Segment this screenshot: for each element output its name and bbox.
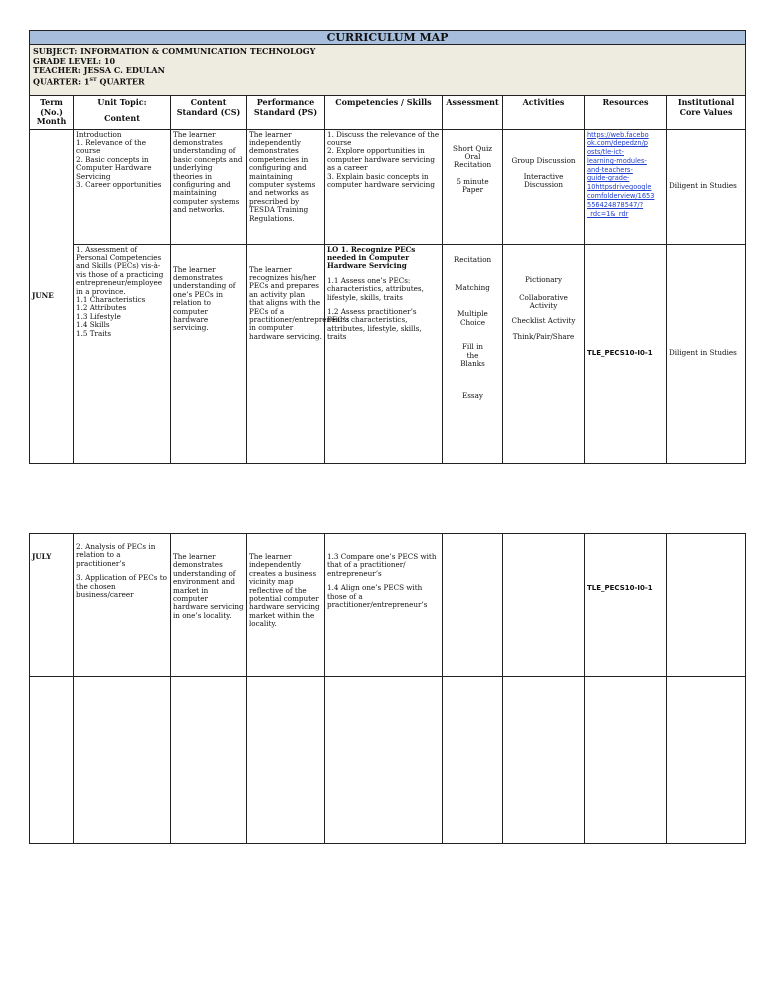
empty-cell <box>585 677 667 844</box>
empty-cell <box>247 677 325 844</box>
empty-cell <box>74 677 171 844</box>
header-competencies: Competencies / Skills <box>325 96 443 130</box>
empty-cell <box>503 677 585 844</box>
empty-cell <box>325 677 443 844</box>
header-unit-topic: Unit Topic: Content <box>74 96 171 130</box>
empty-cell <box>443 677 503 844</box>
unit-topic-cell: 2. Analysis of PECs in relation to a practitioner’s 3. Application of PECs to the chosen business/career <box>74 534 171 677</box>
table-row <box>30 677 746 844</box>
quarter-line: QUARTER: 1ST QUARTER <box>33 76 145 87</box>
resource-code: TLE_PECS10-I0-1 <box>587 349 653 358</box>
course-info <box>30 45 746 96</box>
activities-cell <box>503 534 585 677</box>
resource-link[interactable]: https://web.facebo ok.com/depedzn/p osts/tle-ict- learning-modules- and-teachers- guide-grade- 10httpsdrivegoogle comfolderview/1653 556424878547/? _rdc=1&_rdr <box>587 130 655 218</box>
resource-code: TLE_PECS10-I0-1 <box>587 584 653 592</box>
core-value-cell: Diligent in Studies <box>667 129 746 244</box>
subject-line: SUBJECT: INFORMATION & COMMUNICATION TECHNOLOGY <box>33 46 316 56</box>
header-activities: Activities <box>503 96 585 130</box>
header-core-values: Institutional Core Values <box>667 96 746 130</box>
activities-cell: Group Discussion Interactive Discussion <box>503 129 585 244</box>
competencies-cell: LO 1. Recognize PECs needed in Computer Hardware Servicing 1.1 Assess one’s PECs: characteristics, attributes, lifestyle, skills, traits 1.2 Assess practitioner’s PECs: characteristics, attributes, lifestyle, skills, traits <box>325 244 443 463</box>
assessment-cell: Recitation Matching Multiple Choice Fill in the Blanks Essay <box>443 244 503 463</box>
header-assessment: Assessment <box>443 96 503 130</box>
content-standard-cell: The learner demonstrates understanding of one’s PECs in relation to computer hardware servicing. <box>171 244 247 463</box>
empty-cell <box>30 677 74 844</box>
resources-cell <box>585 534 667 677</box>
performance-standard-cell: The learner independently creates a business vicinity map reflective of the potential computer hardware servicing market within the locality. <box>247 534 325 677</box>
assessment-cell: Short Quiz Oral Recitation 5 minute Paper <box>443 129 503 244</box>
resources-cell <box>585 129 667 244</box>
table-row <box>30 244 746 463</box>
assessment-cell <box>443 534 503 677</box>
page-title: CURRICULUM MAP <box>30 31 746 45</box>
teacher-line: TEACHER: JESSA C. EDULAN <box>33 65 165 75</box>
core-value-cell <box>667 534 746 677</box>
month-june: JUNE <box>30 129 74 463</box>
curriculum-map-table-continued <box>29 533 746 844</box>
header-performance-standard: Performance Standard (PS) <box>247 96 325 130</box>
curriculum-map-table <box>29 30 746 464</box>
month-july: JULY <box>30 534 74 677</box>
table-row <box>30 129 746 244</box>
empty-cell <box>667 677 746 844</box>
grade-line: GRADE LEVEL: 10 <box>33 55 116 66</box>
content-standard-cell: The learner demonstrates understanding of environment and market in computer hardware servicing in one’s locality. <box>171 534 247 677</box>
learning-outcome-heading: LO 1. Recognize PECs needed in Computer Hardware Servicing <box>327 244 416 271</box>
unit-topic-cell: 1. Assessment of Personal Competencies and Skills (PECs) vis-à-vis those of a practicing entrepreneur/employee in a province. 1.1 Characteristics 1.2 Attributes 1.3 Lifestyle 1.4 Skills 1.5 Traits <box>74 244 171 463</box>
performance-standard-cell: The learner independently demonstrates competencies in configuring and maintaining computer systems and networks as prescribed by TESDA Training Regulations. <box>247 129 325 244</box>
competencies-cell: 1. Discuss the relevance of the course 2. Explore opportunities in computer hardware servicing as a career 3. Explain basic concepts in computer hardware servicing <box>325 129 443 244</box>
header-resources: Resources <box>585 96 667 130</box>
competencies-cell: 1.3 Compare one’s PECS with that of a practitioner/ entrepreneur’s 1.4 Align one’s PECS with those of a practitioner/entrepreneur’s <box>325 534 443 677</box>
header-term: Term (No.) Month <box>30 96 74 130</box>
unit-topic-cell: Introduction 1. Relevance of the course 2. Basic concepts in Computer Hardware Servicing 3. Career opportunities <box>74 129 171 244</box>
core-value-cell: Diligent in Studies <box>667 244 746 463</box>
header-content-standard: Content Standard (CS) <box>171 96 247 130</box>
activities-cell: Pictionary Collaborative Activity Checklist Activity Think/Pair/Share <box>503 244 585 463</box>
resources-cell <box>585 244 667 463</box>
table-row <box>30 534 746 677</box>
empty-cell <box>171 677 247 844</box>
performance-standard-cell: The learner recognizes his/her PECs and prepares an activity plan that aligns with the PECs of a practitioner/entrepreneur’s in computer hardware servicing. <box>247 244 325 463</box>
content-standard-cell: The learner demonstrates understanding of basic concepts and underlying theories in configuring and maintaining computer systems and networks. <box>171 129 247 244</box>
